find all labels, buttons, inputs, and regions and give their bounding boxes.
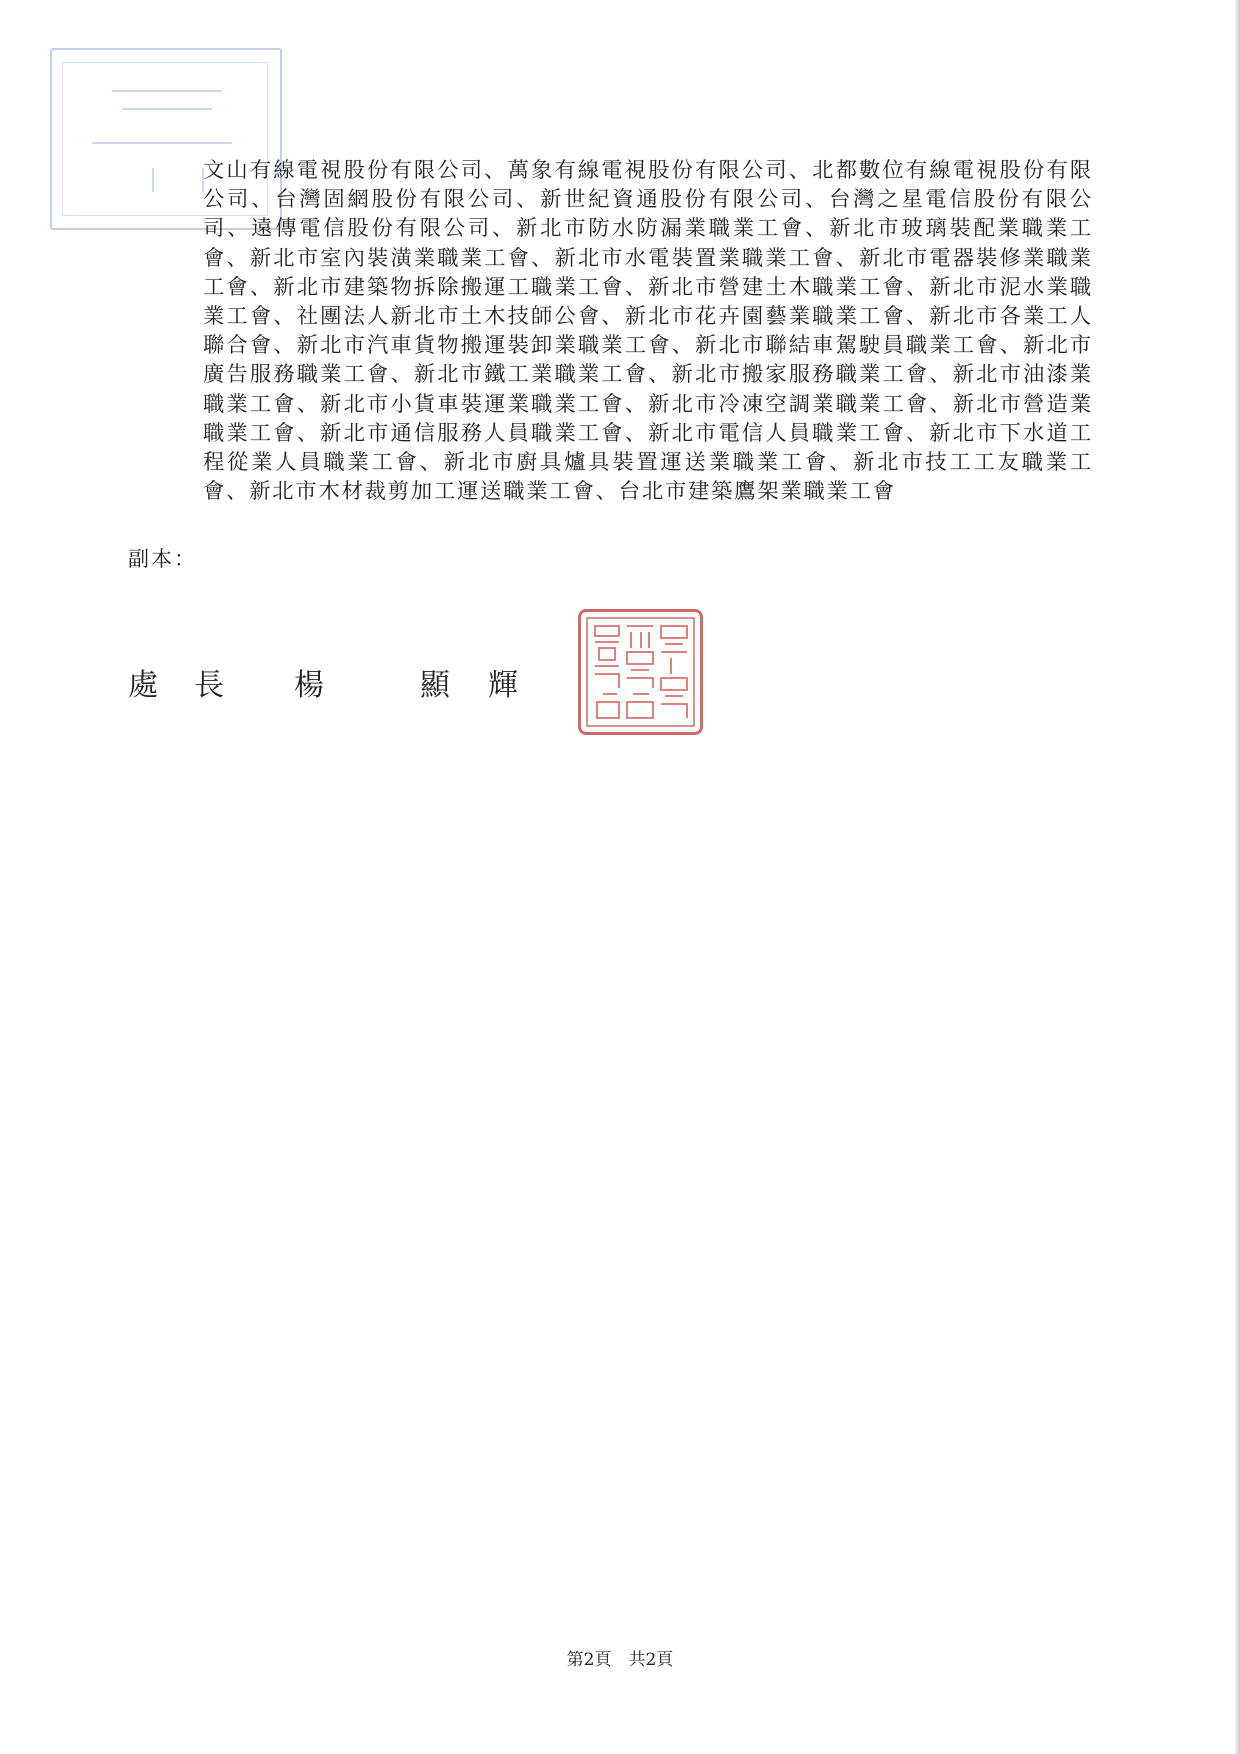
signature-name-char: 輝 xyxy=(488,668,518,703)
signature-title-char: 處 xyxy=(128,668,158,703)
signature-title-char: 長 xyxy=(194,668,224,703)
signature-name-char: 楊 xyxy=(294,668,324,703)
cc-label: 副本： xyxy=(128,547,197,571)
page-number-footer: 第2頁 共2頁 xyxy=(566,1650,674,1670)
official-seal xyxy=(578,609,703,735)
paper-edge xyxy=(1234,0,1240,1754)
signature-name-char: 顯 xyxy=(420,668,450,703)
recipients-list: 文山有線電視股份有限公司、萬象有線電視股份有限公司、北都數位有線電視股份有限公司、台灣固網股份有限公司、新世紀資通股份有限公司、台灣之星電信股份有限公司、遠傳電信股份有限公司、新北市防水防漏業職業工會、新北市玻璃裝配業職業工會、新北市室內裝潢業職業工會、新北市水電裝置業職業工會、新北市電器裝修業職業工會、新北市建築物拆除搬運工職業工會、新北市營建土木職業工會、新北市泥水業職業工會、社團法人新北市土木技師公會、新北市花卉園藝業職業工會、新北市各業工人聯合會、新北市汽車貨物搬運裝卸業職業工會、新北市聯結車駕駛員職業工會、新北市廣告服務職業工會、新北市鐵工業職業工會、新北市搬家服務職業工會、新北市油漆業職業工會、新北市小貨車裝運業職業工會、新北市冷凍空調業職業工會、新北市營造業職業工會、新北市通信服務人員職業工會、新北市電信人員職業工會、新北市下水道工程從業人員職業工會、新北市廚具爐具裝置運送業職業工會、新北市技工工友職業工會、新北市木材裁剪加工運送職業工會、台北市建築鷹架業職業工會 xyxy=(203,158,1093,505)
